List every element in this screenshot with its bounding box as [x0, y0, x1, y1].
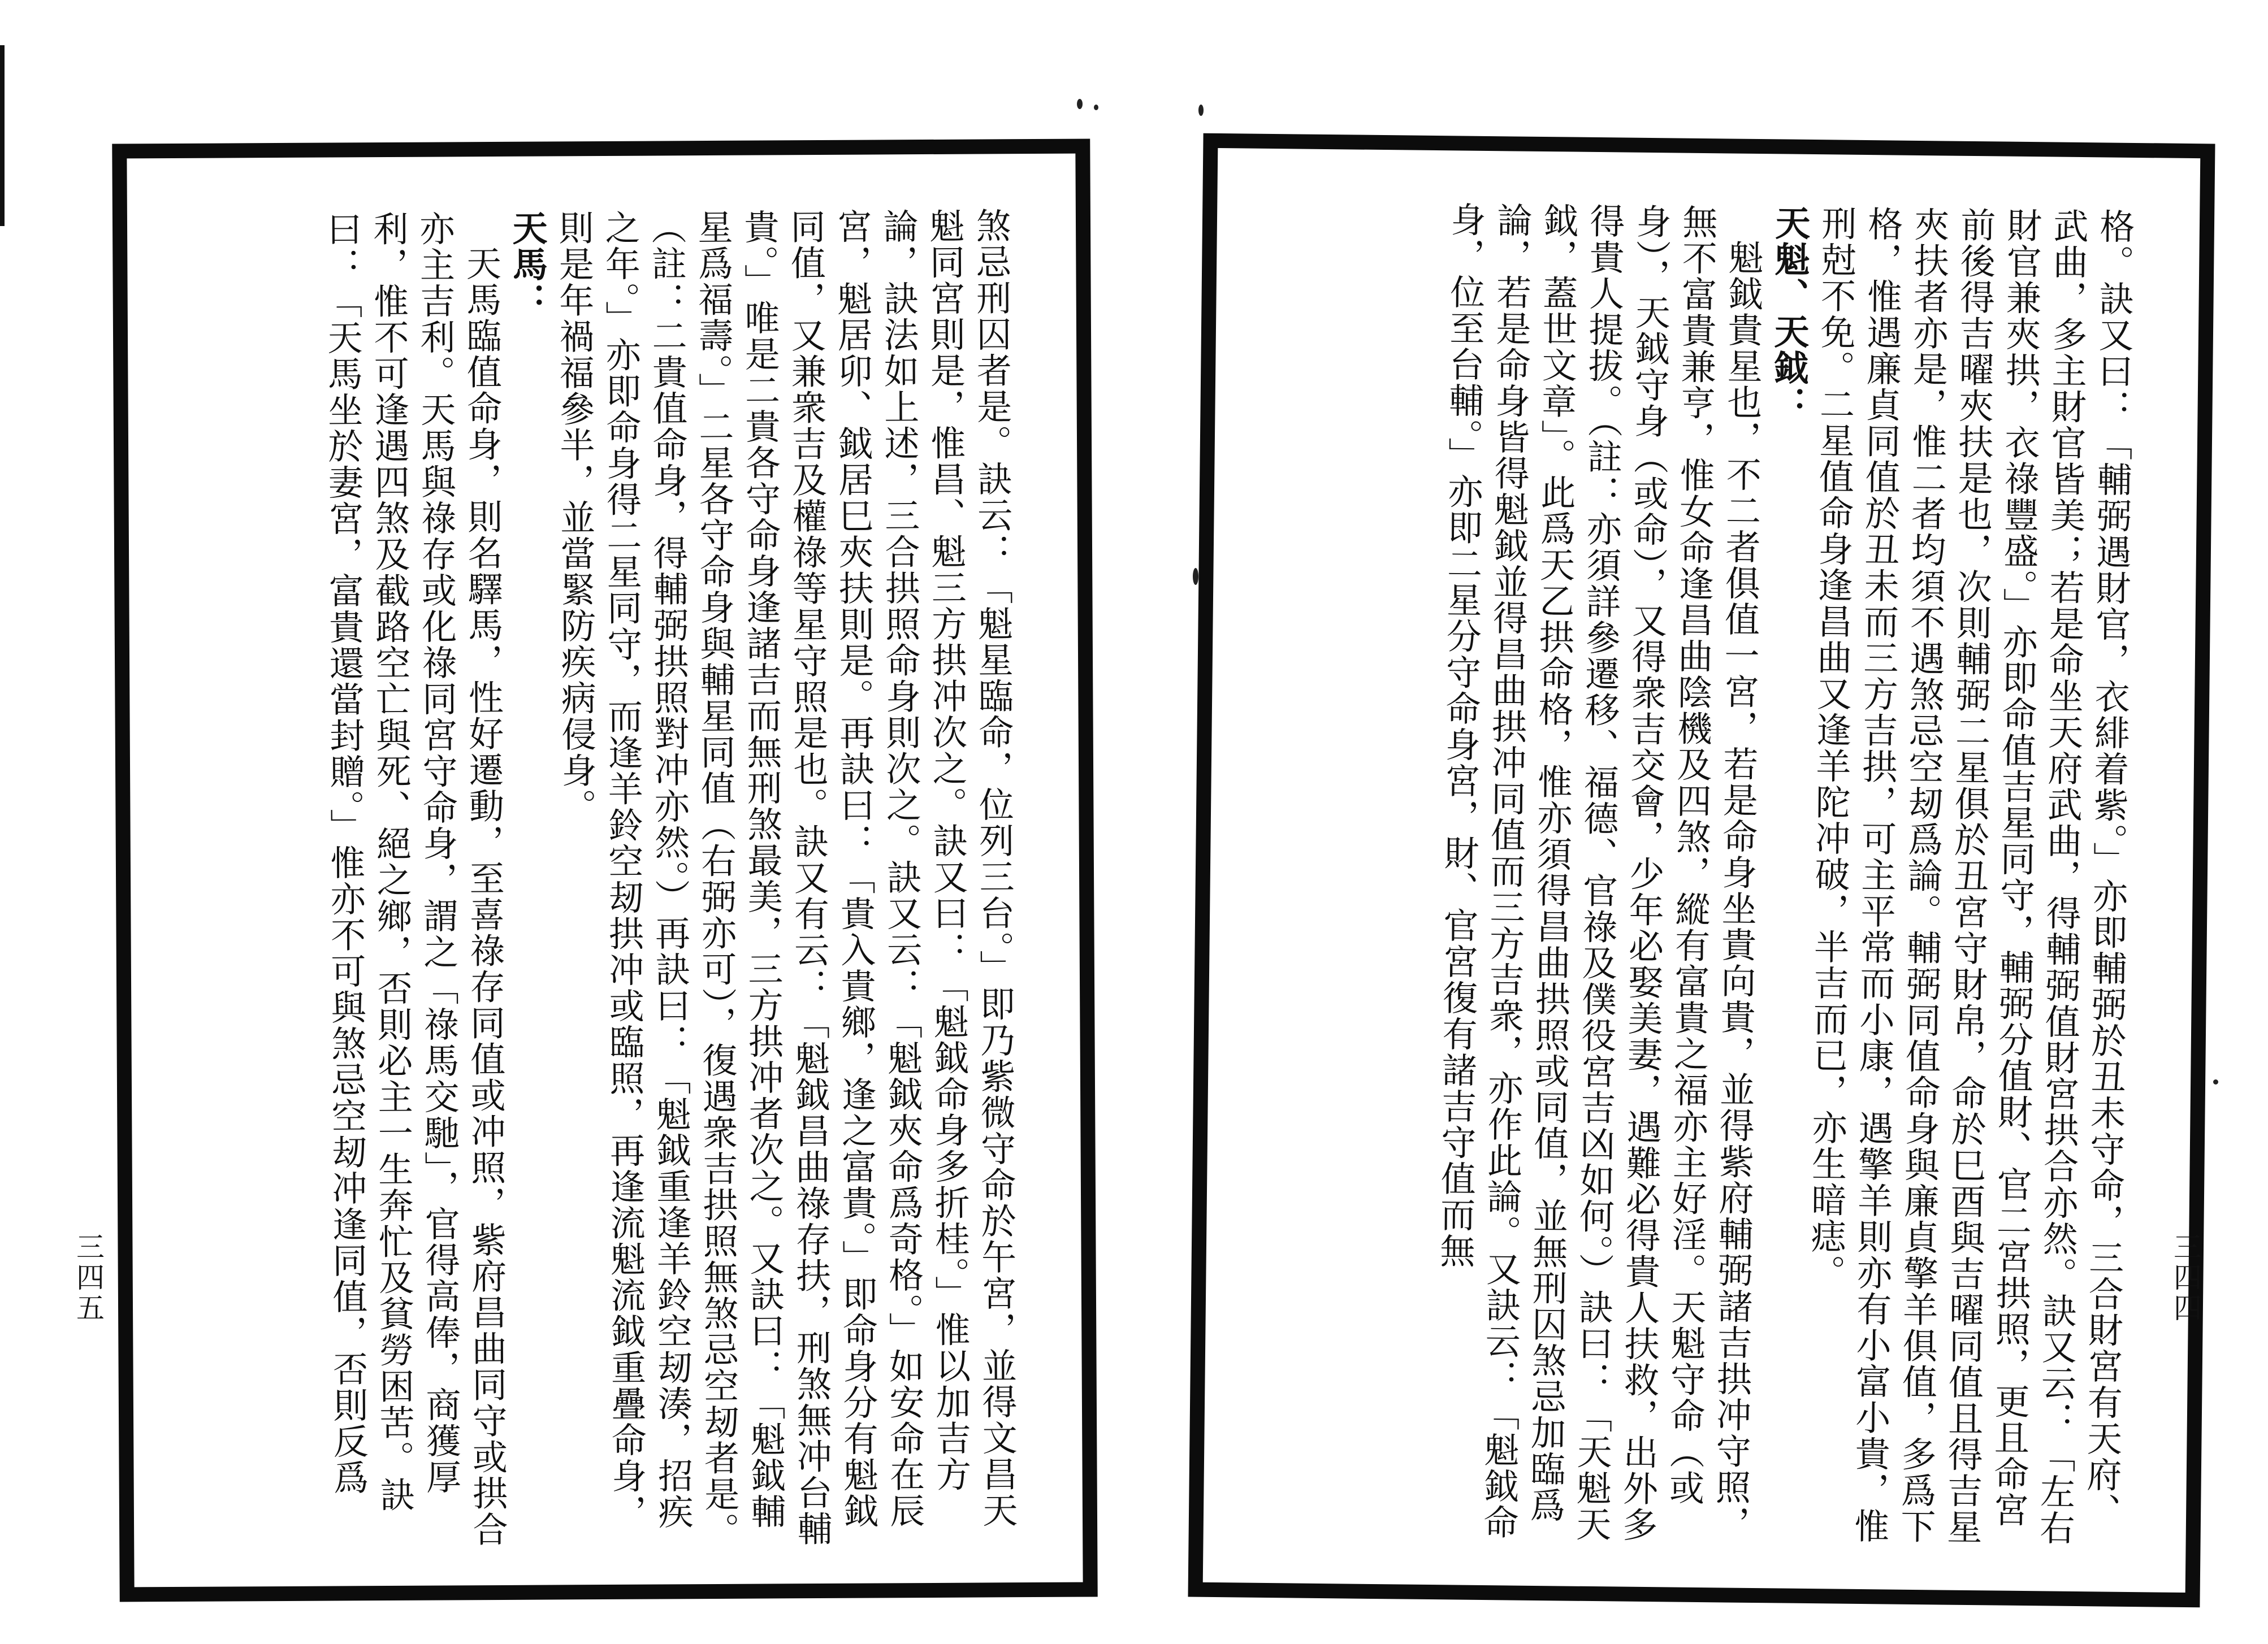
page-number-left: 三四五	[72, 1232, 105, 1324]
left-page-text	[171, 207, 1020, 1557]
scan-speck	[1198, 105, 1204, 116]
right-page-text	[1241, 199, 2137, 1565]
right-page	[1188, 133, 2215, 1608]
section-heading-tianma: 天馬：	[506, 210, 548, 319]
paragraph: 魁鉞貴星也，不二者俱值一宮，若是命身坐貴向貴，並得紫府輔弼諸吉拱冲守照，無不富貴兼亨，惟女命逢昌曲陰機及四煞，縱有富貴之福亦主好淫。天魁守命（或身），天鉞守身（或命），又得衆吉交會，少年必娶美妻，遇難必得貴人扶救，出外多得貴人提拔。（註：亦須詳參遷移、福德、官祿及僕役宮吉凶如何。）訣曰：「天魁天鉞，蓋世文章」。此爲天乙拱命格，惟亦須得昌曲拱照或同值，並無刑囚煞忌加臨爲論，若是命身皆得魁鉞並得昌曲拱冲同值而三方吉衆，亦作此論。又訣云：「魁鉞命身，位至台輔。」亦即二星分守命身宮，財、官宮復有諸吉守值而無	[1434, 201, 1764, 1543]
scan-speck	[2213, 1079, 2218, 1085]
section-heading-tiankui-tianyue: 天魁、天鉞：	[1767, 205, 1811, 422]
paragraph: 天馬臨值命身，則名驛馬，性好遷動，至喜祿存同值或冲照，紫府昌曲同守或拱合亦主吉利。天馬與祿存或化祿同宮守命身，謂之「祿馬交馳」，官得高俸，商獲厚利，惟不可逢遇四煞及截路空亡與死、絕之鄉，否則必主一生奔忙及貧勞困苦。訣曰：「天馬坐於妻宮，富貴還當封贈。」惟亦不可與煞忌空刼冲逢同值，否則反爲	[321, 210, 509, 1548]
paragraph: 煞忌刑囚者是。訣云：「魁星臨命，位列三台。」即乃紫微守命於午宮，並得文昌天魁同宮則是，惟昌、魁三方拱冲次之。訣又曰：「魁鉞命身多折桂。」惟以加吉方論，訣法如上述，三合拱照命身則次之。訣又云：「魁鉞夾命爲奇格。」如安命在辰宮，魁居卯、鉞居巳夾扶則是。再訣曰：「貴入貴鄉，逢之富貴。」即命身分有魁鉞同值，又兼衆吉及權祿等星守照是也。訣又有云：「魁鉞昌曲祿存扶，刑煞無冲台輔貴。」唯是二貴各守命身逢諸吉而無刑煞最美，三方拱冲者次之。又訣曰：「魁鉞輔星爲福壽。」二星各守命身與輔星同值（右弼亦可），復遇衆吉拱照無煞忌空刼者是。（註：二貴值命身，得輔弼拱照對冲亦然。）再訣曰：「魁鉞重逢羊鈴空刼湊，招疾之年。」亦即命身得二星同守，而逢羊鈴空刼拱冲或臨照，再逢流魁流鉞重疊命身，則是年禍福參半，並當緊防疾病侵身。	[552, 207, 1019, 1549]
scan-binding-edge	[0, 45, 5, 226]
scan-speck	[1077, 99, 1083, 109]
scan-speck	[1193, 568, 1198, 585]
scan-speck	[1094, 105, 1098, 110]
left-page	[112, 138, 1097, 1602]
paragraph: 格。訣又曰：「輔弼遇財官，衣緋着紫。」亦即輔弼於丑未守命，三合財宮有天府、武曲，多主財官皆美；若是命坐天府武曲，得輔弼值財宮拱合亦然。訣又云：「左右財官兼夾拱，衣祿豐盛。」亦即命值吉星同守，輔弼分值財、官二宮拱照，更且命宮前後得吉曜夾扶是也，次則輔弼二星俱於丑宮守財帛，命於巳酉與吉曜同值且得吉星夾扶者亦是，惟二者均須不遇煞忌空刼爲論。輔弼同值命身與廉貞擎羊俱值，多爲下格，惟遇廉貞同值於丑未而三方吉拱，可主平常而小康，遇擎羊則亦有小富小貴，惟刑尅不免。二星值命身逢昌曲又逢羊陀冲破，半吉而已，亦生暗痣。	[1804, 205, 2136, 1546]
page-number-right: 三四四	[2169, 1232, 2202, 1324]
